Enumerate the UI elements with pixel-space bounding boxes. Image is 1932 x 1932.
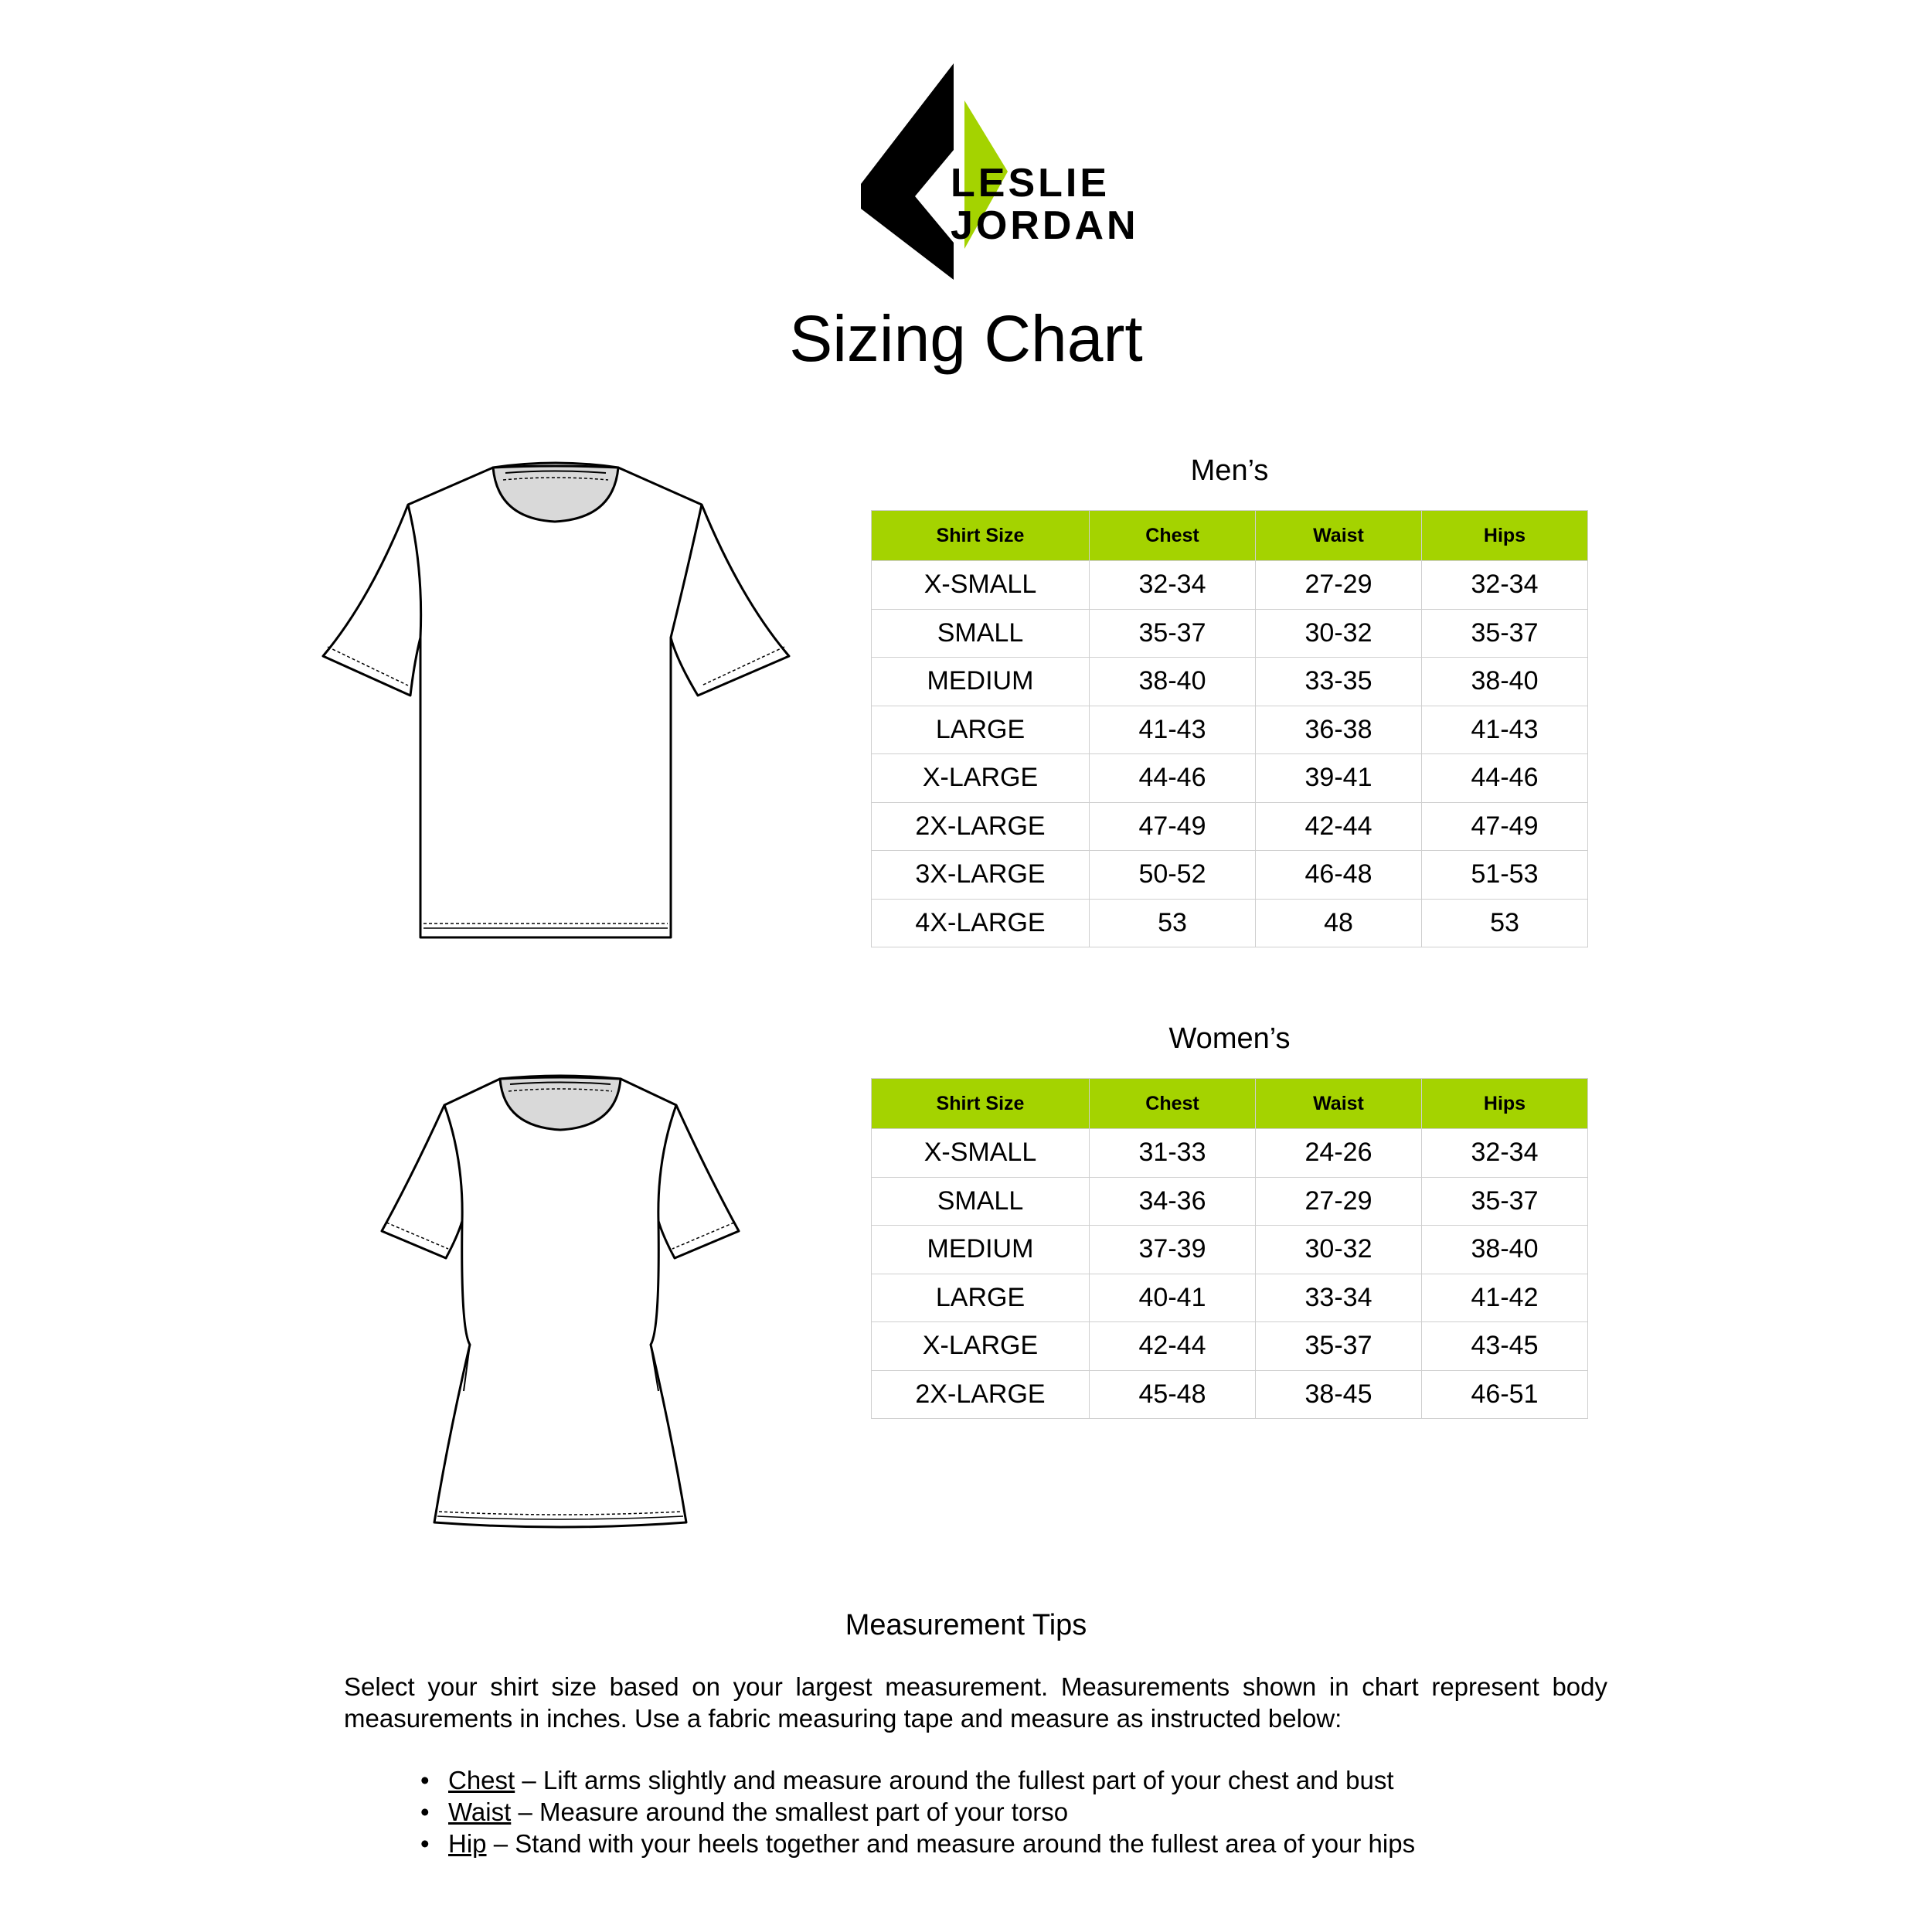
header-chest: Chest	[1090, 1079, 1256, 1129]
hips-cell: 44-46	[1422, 754, 1588, 803]
hips-cell: 53	[1422, 899, 1588, 947]
hips-cell: 38-40	[1422, 1226, 1588, 1274]
table-row	[872, 1177, 1588, 1226]
table-row	[872, 1129, 1588, 1178]
chest-cell: 38-40	[1090, 658, 1256, 706]
table-row	[872, 1226, 1588, 1274]
chest-cell: 45-48	[1090, 1370, 1256, 1419]
size-cell: SMALL	[872, 609, 1090, 658]
waist-cell: 24-26	[1256, 1129, 1422, 1178]
chest-cell: 31-33	[1090, 1129, 1256, 1178]
hips-cell: 41-42	[1422, 1274, 1588, 1322]
table-header-row	[872, 511, 1588, 561]
tips-intro: Select your shirt size based on your largest measurement. Measurements shown in chart represent body measurements in inches. Use a fabric measuring tape and measure as instructed below:	[344, 1672, 1607, 1733]
size-cell: SMALL	[872, 1177, 1090, 1226]
size-cell: X-SMALL	[872, 1129, 1090, 1178]
table-row	[872, 609, 1588, 658]
waist-cell: 30-32	[1256, 609, 1422, 658]
waist-cell: 33-35	[1256, 658, 1422, 706]
size-cell: 2X-LARGE	[872, 1370, 1090, 1419]
chest-cell: 40-41	[1090, 1274, 1256, 1322]
tip-text: – Stand with your heels together and measure around the fullest area of your hips	[486, 1829, 1416, 1858]
hips-cell: 35-37	[1422, 1177, 1588, 1226]
size-cell: LARGE	[872, 1274, 1090, 1322]
hips-cell: 51-53	[1422, 851, 1588, 900]
size-cell: 2X-LARGE	[872, 802, 1090, 851]
brand-name-line1: LESLIE	[951, 161, 1111, 206]
hips-cell: 35-37	[1422, 609, 1588, 658]
table-row	[872, 658, 1588, 706]
tip-term: Hip	[448, 1829, 487, 1858]
waist-cell: 36-38	[1256, 706, 1422, 754]
table-row	[872, 1322, 1588, 1371]
size-cell: 3X-LARGE	[872, 851, 1090, 900]
table-header-row	[872, 1079, 1588, 1129]
size-cell: X-SMALL	[872, 561, 1090, 610]
waist-cell: 35-37	[1256, 1322, 1422, 1371]
mens-size-table	[871, 510, 1588, 947]
size-cell: 4X-LARGE	[872, 899, 1090, 947]
table-row	[872, 802, 1588, 851]
hips-cell: 41-43	[1422, 706, 1588, 754]
waist-cell: 42-44	[1256, 802, 1422, 851]
hips-cell: 32-34	[1422, 561, 1588, 610]
list-item	[402, 1764, 1716, 1796]
table-row	[872, 851, 1588, 900]
hips-cell: 38-40	[1422, 658, 1588, 706]
waist-cell: 46-48	[1256, 851, 1422, 900]
waist-cell: 30-32	[1256, 1226, 1422, 1274]
chest-cell: 50-52	[1090, 851, 1256, 900]
hips-cell: 46-51	[1422, 1370, 1588, 1419]
chest-cell: 47-49	[1090, 802, 1256, 851]
header-hips: Hips	[1422, 1079, 1588, 1129]
waist-cell: 39-41	[1256, 754, 1422, 803]
hips-cell: 47-49	[1422, 802, 1588, 851]
tip-term: Chest	[448, 1766, 515, 1794]
womens-section-title: Women’s	[1168, 1022, 1291, 1055]
hips-cell: 43-45	[1422, 1322, 1588, 1371]
size-cell: LARGE	[872, 706, 1090, 754]
bullet-icon: •	[420, 1829, 430, 1858]
table-row	[872, 1274, 1588, 1322]
header-waist: Waist	[1256, 1079, 1422, 1129]
chest-cell: 42-44	[1090, 1322, 1256, 1371]
waist-cell: 48	[1256, 899, 1422, 947]
waist-cell: 38-45	[1256, 1370, 1422, 1419]
header-chest: Chest	[1090, 511, 1256, 561]
table-row	[872, 754, 1588, 803]
waist-cell: 27-29	[1256, 1177, 1422, 1226]
header-hips: Hips	[1422, 511, 1588, 561]
brand-name-line2: JORDAN	[951, 203, 1139, 248]
header-shirt-size: Shirt Size	[872, 511, 1090, 561]
mens-shirt-illustration	[323, 460, 790, 939]
waist-cell: 33-34	[1256, 1274, 1422, 1322]
chest-cell: 37-39	[1090, 1226, 1256, 1274]
bullet-icon: •	[420, 1766, 430, 1794]
table-row	[872, 1370, 1588, 1419]
waist-cell: 27-29	[1256, 561, 1422, 610]
bullet-icon: •	[420, 1798, 430, 1826]
hips-cell: 32-34	[1422, 1129, 1588, 1178]
brand-logo	[856, 63, 1139, 280]
chest-cell: 35-37	[1090, 609, 1256, 658]
list-item	[402, 1796, 1716, 1828]
chest-cell: 34-36	[1090, 1177, 1256, 1226]
chest-cell: 41-43	[1090, 706, 1256, 754]
table-row	[872, 561, 1588, 610]
list-item	[402, 1828, 1716, 1859]
chest-cell: 44-46	[1090, 754, 1256, 803]
size-cell: X-LARGE	[872, 1322, 1090, 1371]
header-shirt-size: Shirt Size	[872, 1079, 1090, 1129]
header-waist: Waist	[1256, 511, 1422, 561]
tips-title: Measurement Tips	[845, 1609, 1087, 1641]
size-cell: MEDIUM	[872, 658, 1090, 706]
tips-list	[402, 1764, 1716, 1859]
mens-section-title: Men’s	[1190, 454, 1269, 487]
size-cell: MEDIUM	[872, 1226, 1090, 1274]
table-row	[872, 706, 1588, 754]
tip-text: – Measure around the smallest part of your torso	[511, 1798, 1069, 1826]
tip-term: Waist	[448, 1798, 512, 1826]
chest-cell: 32-34	[1090, 561, 1256, 610]
womens-shirt-illustration	[379, 1074, 742, 1530]
page-title: Sizing Chart	[789, 302, 1143, 375]
logo-black-shape	[861, 63, 954, 280]
tip-text: – Lift arms slightly and measure around the fullest part of your chest and bust	[515, 1766, 1394, 1794]
table-row	[872, 899, 1588, 947]
chest-cell: 53	[1090, 899, 1256, 947]
womens-size-table	[871, 1078, 1588, 1419]
size-cell: X-LARGE	[872, 754, 1090, 803]
